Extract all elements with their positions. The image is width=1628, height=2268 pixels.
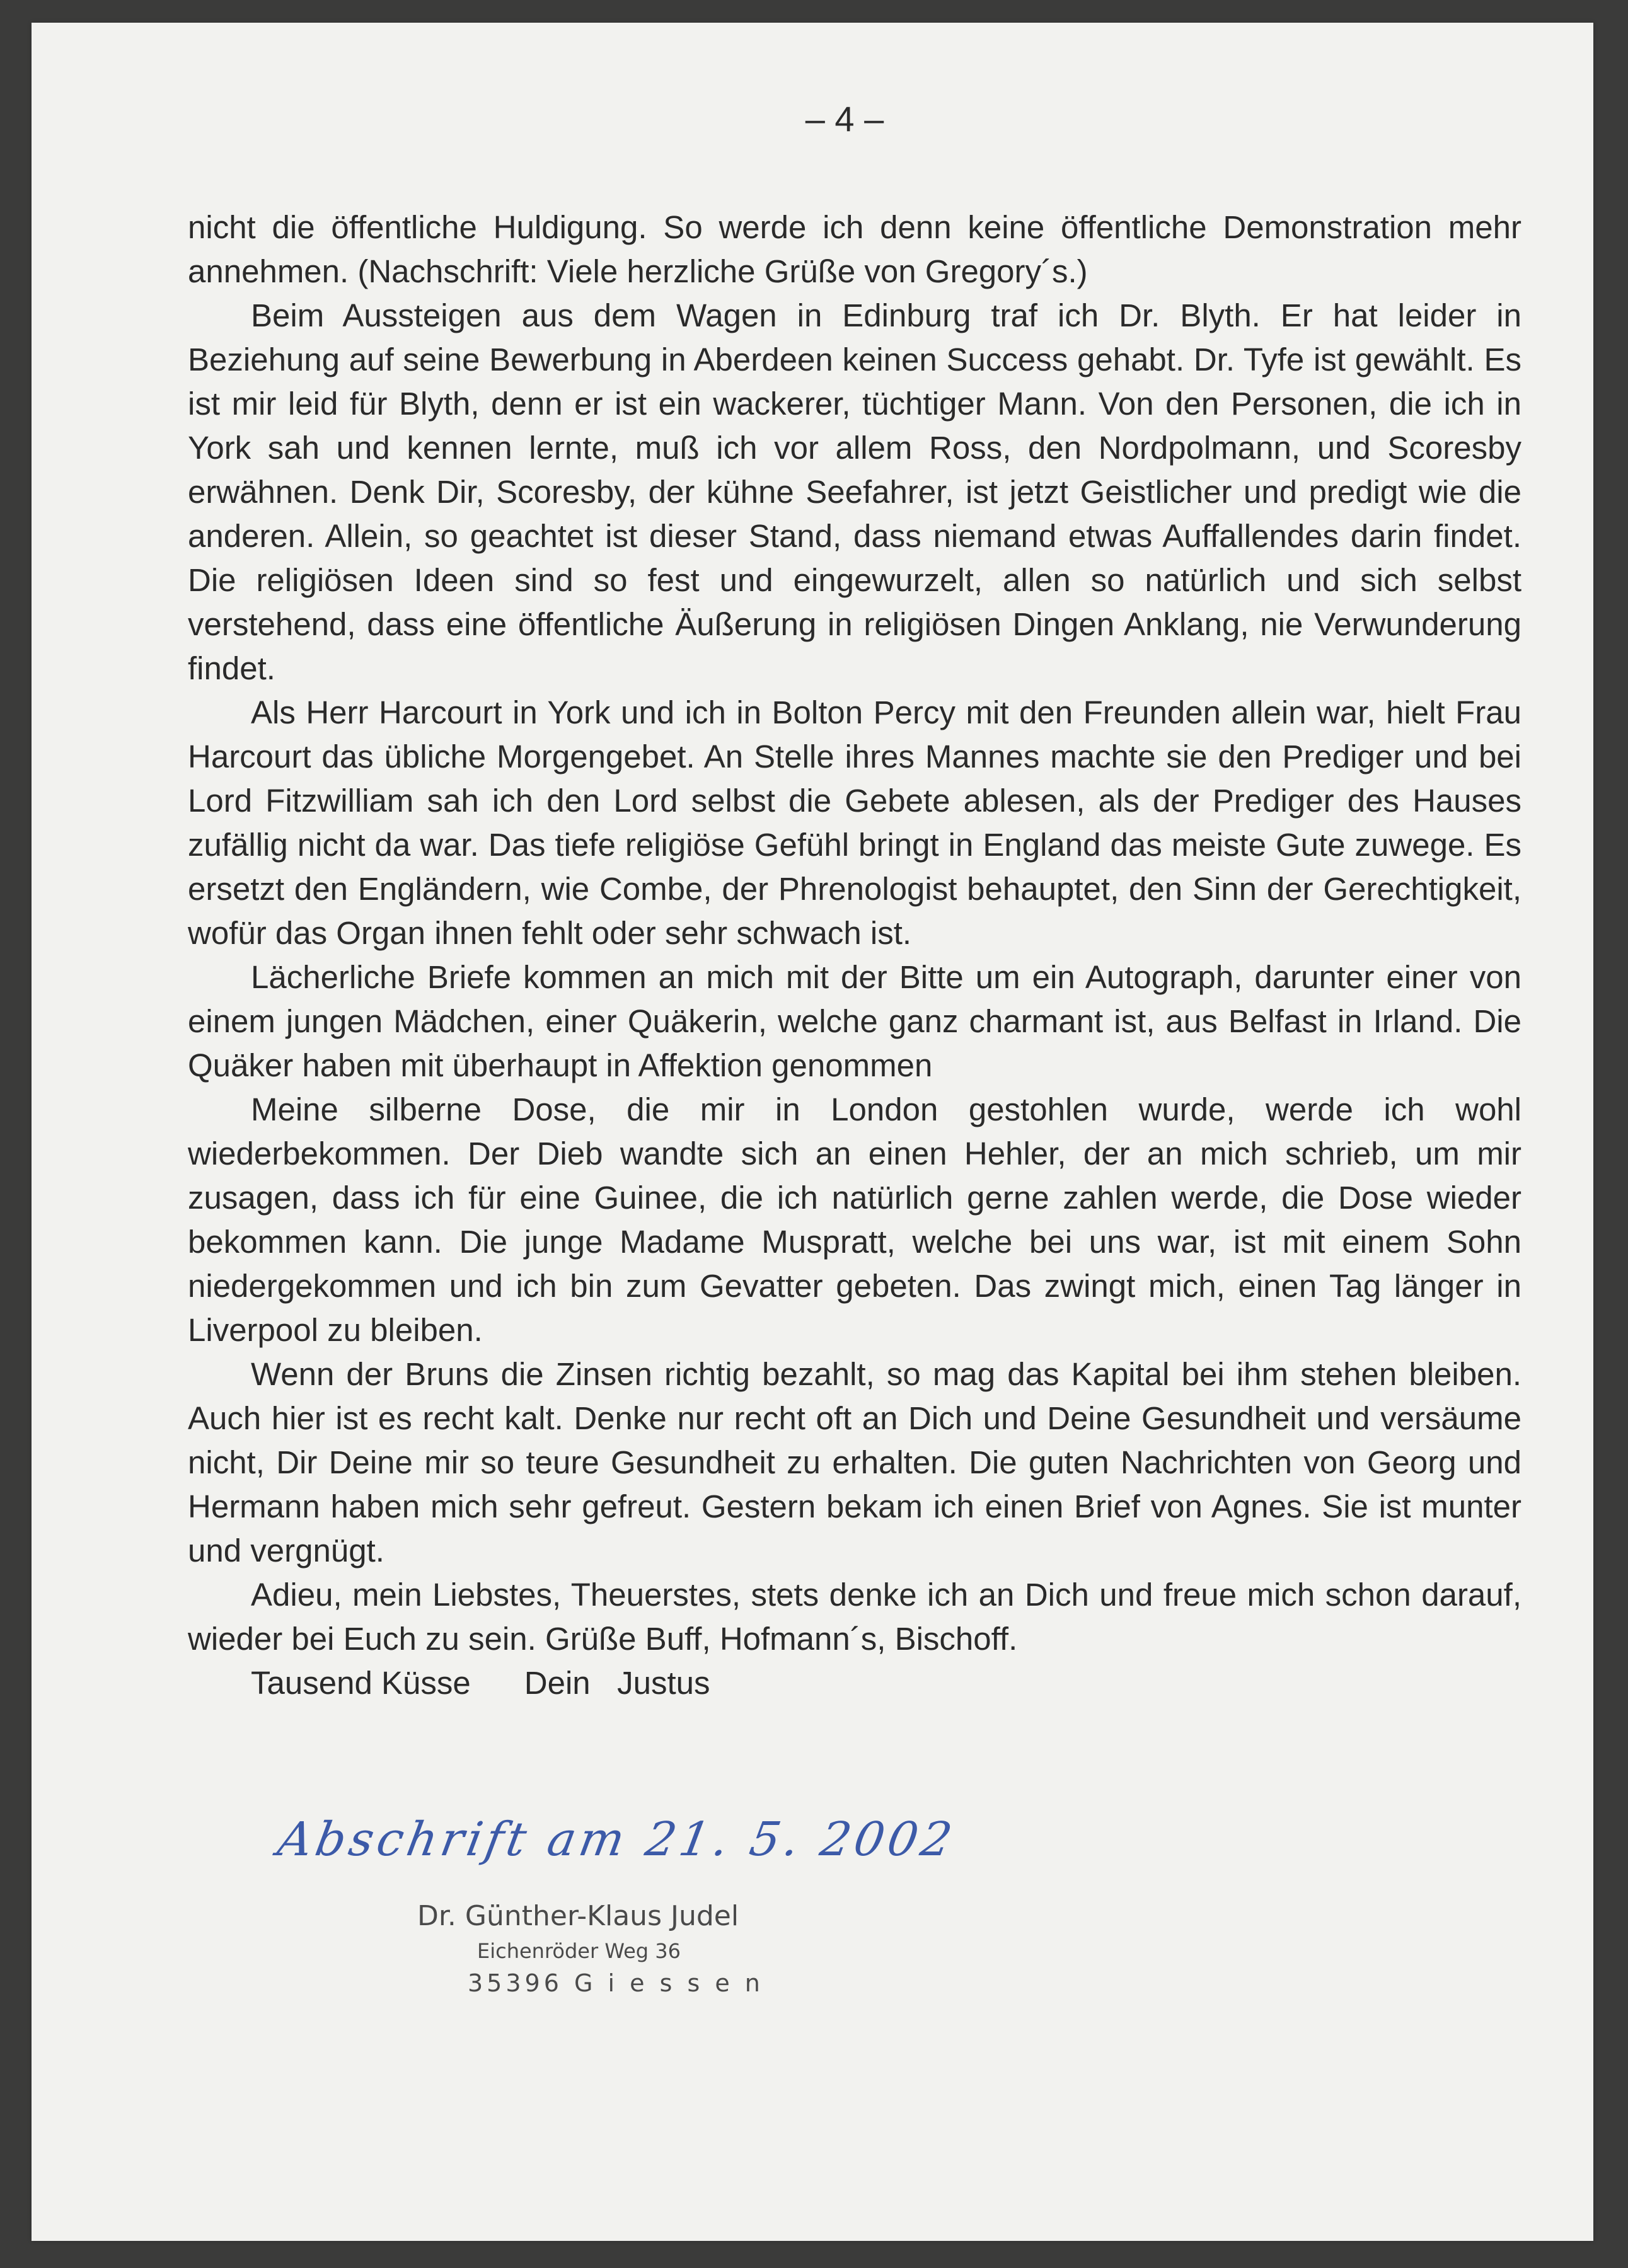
document-page xyxy=(32,23,1593,2241)
letter-paragraph: Wenn der Bruns die Zinsen richtig bezahlt, so mag das Kapital bei ihm stehen bleiben. Auch hier ist es recht kalt. Denke nur recht oft an Dich und Deine Gesundheit und versäume nicht, Dir Deine mir so teure Gesundheit zu erhalten. Die guten Nachrichten von Georg und Hermann haben mich sehr gefreut. Gestern bekam ich einen Brief von Agnes. Sie ist munter und vergnügt. xyxy=(188,1356,1521,1569)
page-number: – 4 – xyxy=(805,99,884,139)
letter-body xyxy=(188,205,1521,1705)
letter-paragraph: Als Herr Harcourt in York und ich in Bolton Percy mit den Freunden allein war, hielt Frau Harcourt das übliche Morgengebet. An Stelle ihres Mannes machte sie den Prediger und bei Lord Fitzwilliam sah ich den Lord selbst die Gebete ablesen, als der Prediger des Hauses zufällig nicht da war. Das tiefe religiöse Gefühl bringt in England das meiste Gute zuwege. Es ersetzt den Engländern, wie Combe, der Phrenologist behauptet, den Sinn der Gerechtigkeit, wofür das Organ ihnen fehlt oder sehr schwach ist. xyxy=(188,694,1521,951)
letter-paragraph: nicht die öffentliche Huldigung. So werde ich denn keine öffentliche Demonstration mehr annehmen. (Nachschrift: Viele herzliche Grüße von Gregory´s.) xyxy=(188,209,1521,289)
stamp-name: Dr. Günther-Klaus Judel xyxy=(417,1900,739,1932)
address-stamp xyxy=(417,1897,764,2000)
letter-paragraph: Meine silberne Dose, die mir in London gestohlen wurde, werde ich wohl wiederbekommen. Der Dieb wandte sich an einen Hehler, der an mich schrieb, um mir zusagen, dass ich für eine Guinee, die ich natürlich gerne zahlen werde, die Dose wieder bekommen kann. Die junge Madame Muspratt, welche bei uns war, ist mit einem Sohn niedergekommen und ich bin zum Gevatter gebeten. Das zwingt mich, einen Tag länger in Liverpool zu bleiben. xyxy=(188,1091,1521,1348)
letter-paragraph: Beim Aussteigen aus dem Wagen in Edinburg traf ich Dr. Blyth. Er hat leider in Beziehung auf seine Bewerbung in Aberdeen keinen Success gehabt. Dr. Tyfe ist gewählt. Es ist mir leid für Blyth, denn er ist ein wackerer, tüchtiger Mann. Von den Personen, die ich in York sah und kennen lernte, muß ich vor allem Ross, den Nordpolmann, und Scoresby erwähnen. Denk Dir, Scoresby, der kühne Seefahrer, ist jetzt Geistlicher und predigt wie die anderen. Allein, so geachtet ist dieser Stand, dass niemand etwas Auffallendes darin findet. Die religiösen Ideen sind so fest und eingewurzelt, allen so natürlich und sich selbst verstehend, dass eine öffentliche Äußerung in religiösen Dingen Anklang, nie Verwunderung findet. xyxy=(188,297,1521,686)
handwritten-copy-note: Abschrift am 21. 5. 2002 xyxy=(274,1812,960,1867)
letter-paragraph: Lächerliche Briefe kommen an mich mit der Bitte um ein Autograph, darunter einer von einem jungen Mädchen, einer Quäkerin, welche ganz charmant ist, aus Belfast in Irland. Die Quäker haben mit überhaupt in Affektion genommen xyxy=(188,959,1521,1083)
stamp-city: 35396 G i e s s e n xyxy=(468,1969,764,1997)
letter-paragraph: Adieu, mein Liebstes, Theuerstes, stets denke ich an Dich und freue mich schon darauf, wieder bei Euch zu sein. Grüße Buff, Hofmann´s, Bischoff. xyxy=(188,1577,1521,1657)
stamp-street: Eichenröder Weg 36 xyxy=(477,1939,681,1963)
letter-closing: Tausend Küsse Dein Justus xyxy=(251,1665,710,1701)
